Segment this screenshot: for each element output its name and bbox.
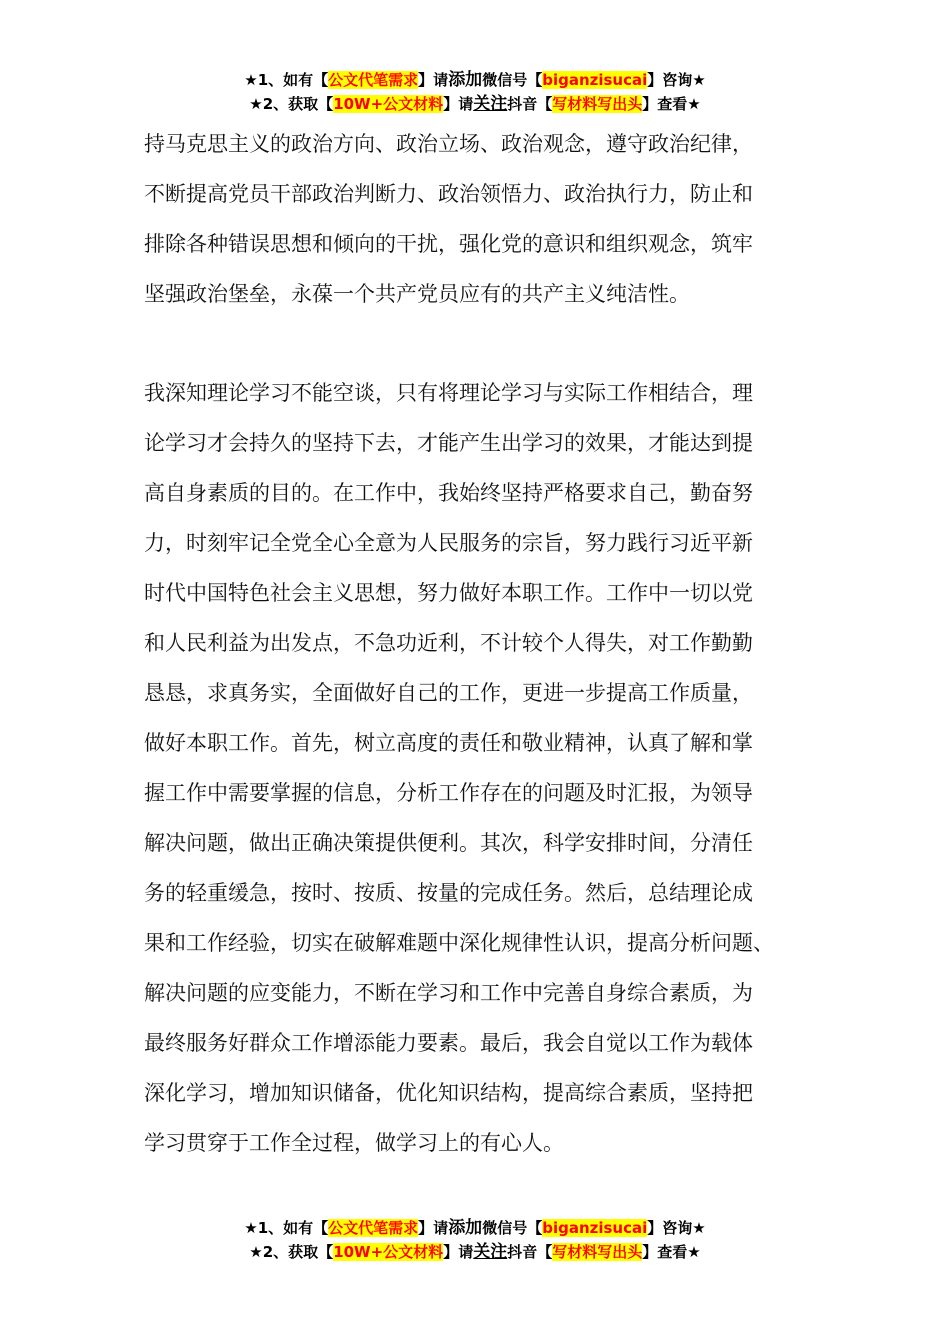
highlight-text: 公文代笔需求 <box>328 71 419 89</box>
wechat-id: biganzisucai <box>542 71 648 89</box>
banner-text: 】请 <box>443 1243 474 1261</box>
footer-banner <box>0 1216 950 1264</box>
text-line: 持马克思主义的政治方向、政治立场、政治观念，遵守政治纪律， <box>144 132 753 156</box>
banner-line-2 <box>0 92 950 116</box>
text-line: 论学习才会持久的坚持下去，才能产生出学习的效果，才能达到提 <box>144 431 753 455</box>
banner-text: ★1、如有【 <box>244 1219 329 1237</box>
text-line: 坚强政治堡垒，永葆一个共产党员应有的共产主义纯洁性。 <box>144 282 690 306</box>
paragraph-2 <box>144 368 824 1168</box>
banner-line-1 <box>0 68 950 92</box>
banner-text: ★2、获取【 <box>249 1243 334 1261</box>
banner-text: 抖音【 <box>507 1243 553 1261</box>
banner-text: 】请 <box>418 71 449 89</box>
emphasis-text: 关注 <box>473 94 508 114</box>
emphasis-text: 添加 <box>448 1218 483 1238</box>
banner-text: 】查看★ <box>642 1243 701 1261</box>
douyin-id: 写材料写出头 <box>552 1243 643 1261</box>
header-banner <box>0 68 950 116</box>
banner-text: 抖音【 <box>507 95 553 113</box>
text-line: 我深知理论学习不能空谈，只有将理论学习与实际工作相结合，理 <box>144 381 753 405</box>
banner-line-2 <box>0 1240 950 1264</box>
banner-text: 】请 <box>443 95 474 113</box>
text-line: 做好本职工作。首先，树立高度的责任和敬业精神，认真了解和掌 <box>144 731 753 755</box>
banner-text: ★1、如有【 <box>244 71 329 89</box>
text-line: 时代中国特色社会主义思想，努力做好本职工作。工作中一切以党 <box>144 581 753 605</box>
text-line: 和人民利益为出发点，不急功近利，不计较个人得失，对工作勤勤 <box>144 631 753 655</box>
text-line: 力，时刻牢记全党全心全意为人民服务的宗旨，努力践行习近平新 <box>144 531 753 555</box>
text-line: 学习贯穿于工作全过程，做学习上的有心人。 <box>144 1131 564 1155</box>
text-line: 解决问题的应变能力，不断在学习和工作中完善自身综合素质，为 <box>144 981 753 1005</box>
banner-text: 】查看★ <box>642 95 701 113</box>
emphasis-text: 关注 <box>473 1242 508 1262</box>
banner-text: 】咨询★ <box>647 1219 706 1237</box>
text-line: 务的轻重缓急，按时、按质、按量的完成任务。然后，总结理论成 <box>144 881 753 905</box>
highlight-text: 10W+公文材料 <box>333 95 444 113</box>
paragraph-1 <box>144 119 824 319</box>
text-line: 不断提高党员干部政治判断力、政治领悟力、政治执行力，防止和 <box>144 182 753 206</box>
text-line: 最终服务好群众工作增添能力要素。最后，我会自觉以工作为载体 <box>144 1031 753 1055</box>
text-line: 排除各种错误思想和倾向的干扰，强化党的意识和组织观念，筑牢 <box>144 232 753 256</box>
douyin-id: 写材料写出头 <box>552 95 643 113</box>
text-line: 深化学习，增加知识储备，优化知识结构，提高综合素质，坚持把 <box>144 1081 753 1105</box>
highlight-text: 公文代笔需求 <box>328 1219 419 1237</box>
highlight-text: 10W+公文材料 <box>333 1243 444 1261</box>
text-line: 恳恳，求真务实，全面做好自己的工作，更进一步提高工作质量， <box>144 681 753 705</box>
text-line: 高自身素质的目的。在工作中，我始终坚持严格要求自己，勤奋努 <box>144 481 753 505</box>
wechat-id: biganzisucai <box>542 1219 648 1237</box>
banner-text: ★2、获取【 <box>249 95 334 113</box>
text-line: 解决问题，做出正确决策提供便利。其次，科学安排时间，分清任 <box>144 831 753 855</box>
banner-line-1 <box>0 1216 950 1240</box>
text-line: 果和工作经验，切实在破解难题中深化规律性认识，提高分析问题、 <box>144 931 774 955</box>
text-line: 握工作中需要掌握的信息，分析工作存在的问题及时汇报，为领导 <box>144 781 753 805</box>
banner-text: 微信号【 <box>482 1219 543 1237</box>
banner-text: 微信号【 <box>482 71 543 89</box>
emphasis-text: 添加 <box>448 70 483 90</box>
banner-text: 】请 <box>418 1219 449 1237</box>
banner-text: 】咨询★ <box>647 71 706 89</box>
